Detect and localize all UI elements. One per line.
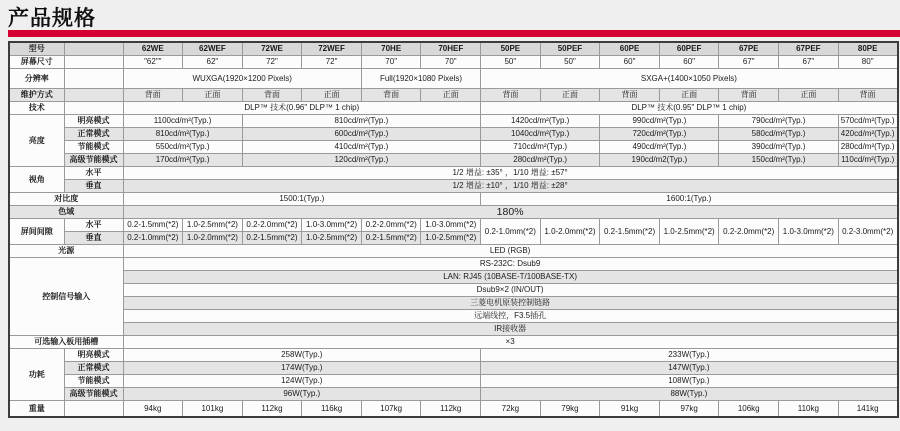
spec-cell: 67PE	[719, 42, 779, 56]
spec-cell: 1.0-3.0mm(*2)	[421, 219, 481, 232]
row-label: 功耗	[9, 349, 64, 401]
spec-cell: 67"	[719, 56, 779, 69]
spec-cell: 107kg	[361, 401, 421, 418]
spec-cell: 60"	[600, 56, 660, 69]
row-label: 视角	[9, 167, 64, 193]
table-row	[9, 284, 898, 297]
spec-cell: 正面	[540, 89, 600, 102]
spec-cell: 420cd/m²(Typ.)	[838, 128, 898, 141]
spec-cell: 1600:1(Typ.)	[481, 193, 898, 206]
spec-cell: 116kg	[302, 401, 362, 418]
spec-cell: 141kg	[838, 401, 898, 418]
spec-cell: 远端线控，F3.5插孔	[123, 310, 898, 323]
spec-cell: 112kg	[242, 401, 302, 418]
spec-cell: 0.2-1.0mm(*2)	[481, 219, 541, 245]
spec-cell: IR接收器	[123, 323, 898, 336]
spec-cell: 120cd/m²(Typ.)	[242, 154, 480, 167]
table-row	[9, 258, 898, 271]
spec-cell: 1040cd/m²(Typ.)	[481, 128, 600, 141]
spec-cell: Full(1920×1080 Pixels)	[361, 69, 480, 89]
table-row	[9, 323, 898, 336]
spec-cell: 110cd/m²(Typ.)	[838, 154, 898, 167]
table-row	[9, 245, 898, 258]
spec-cell: 1.0-2.0mm(*2)	[183, 232, 243, 245]
spec-cell: 1/2 增益: ±35° ，1/10 增益: ±57°	[123, 167, 898, 180]
spec-cell: 0.2-3.0mm(*2)	[838, 219, 898, 245]
table-row	[9, 375, 898, 388]
spec-cell: 正面	[183, 89, 243, 102]
spec-cell: 101kg	[183, 401, 243, 418]
spec-cell: 570cd/m²(Typ.)	[838, 115, 898, 128]
spec-cell: 720cd/m²(Typ.)	[600, 128, 719, 141]
table-row	[9, 89, 898, 102]
spec-cell: 0.2-2.0mm(*2)	[242, 219, 302, 232]
spec-cell: 0.2-1.0mm(*2)	[123, 232, 183, 245]
spec-cell: 112kg	[421, 401, 481, 418]
spec-cell: 72"	[302, 56, 362, 69]
row-label: 重量	[9, 401, 64, 418]
row-sublabel	[64, 42, 123, 56]
table-row	[9, 388, 898, 401]
table-row	[9, 115, 898, 128]
spec-cell: 67"	[779, 56, 839, 69]
spec-cell: 94kg	[123, 401, 183, 418]
spec-cell: 110kg	[779, 401, 839, 418]
row-label: 控制信号输入	[9, 258, 123, 336]
spec-cell: 正面	[659, 89, 719, 102]
row-sublabel	[64, 69, 123, 89]
spec-cell: DLP™ 技术(0.95" DLP™ 1 chip)	[481, 102, 898, 115]
spec-cell: 0.2-1.5mm(*2)	[600, 219, 660, 245]
spec-cell: 72WE	[242, 42, 302, 56]
spec-cell: 背面	[838, 89, 898, 102]
spec-cell: 0.2-1.5mm(*2)	[123, 219, 183, 232]
row-sublabel: 垂直	[64, 180, 123, 193]
spec-cell: 50"	[540, 56, 600, 69]
spec-cell: 62WEF	[183, 42, 243, 56]
accent-bar	[8, 30, 900, 37]
spec-cell: 背面	[361, 89, 421, 102]
table-row	[9, 271, 898, 284]
spec-cell: 60PEF	[659, 42, 719, 56]
spec-cell: 810cd/m²(Typ.)	[242, 115, 480, 128]
spec-cell: 正面	[779, 89, 839, 102]
spec-cell: 72"	[242, 56, 302, 69]
row-sublabel	[64, 89, 123, 102]
row-label: 型号	[9, 42, 64, 56]
row-label: 对比度	[9, 193, 123, 206]
table-row	[9, 297, 898, 310]
spec-cell: 190cd/m2(Typ.)	[600, 154, 719, 167]
spec-cell: 50PEF	[540, 42, 600, 56]
spec-cell: 147W(Typ.)	[481, 362, 898, 375]
table-row	[9, 401, 898, 418]
spec-cell: 990cd/m²(Typ.)	[600, 115, 719, 128]
row-sublabel: 正常模式	[64, 362, 123, 375]
spec-cell: 0.2-2.0mm(*2)	[719, 219, 779, 245]
table-row	[9, 193, 898, 206]
spec-cell: 三菱电机原装控制链路	[123, 297, 898, 310]
row-sublabel: 高级节能模式	[64, 388, 123, 401]
row-label: 技术	[9, 102, 64, 115]
spec-cell: 97kg	[659, 401, 719, 418]
spec-cell: 600cd/m²(Typ.)	[242, 128, 480, 141]
spec-cell: 1500:1(Typ.)	[123, 193, 481, 206]
row-sublabel: 垂直	[64, 232, 123, 245]
spec-cell: 背面	[719, 89, 779, 102]
row-sublabel: 水平	[64, 167, 123, 180]
spec-cell: 710cd/m²(Typ.)	[481, 141, 600, 154]
spec-cell: 79kg	[540, 401, 600, 418]
spec-cell: 67PEF	[779, 42, 839, 56]
row-sublabel	[64, 56, 123, 69]
spec-table-body	[9, 42, 898, 417]
spec-cell: 1.0-2.5mm(*2)	[183, 219, 243, 232]
spec-cell: LAN: RJ45 (10BASE-T/100BASE-TX)	[123, 271, 898, 284]
spec-cell: 1.0-2.0mm(*2)	[540, 219, 600, 245]
spec-cell: 1.0-2.5mm(*2)	[659, 219, 719, 245]
spec-cell: 106kg	[719, 401, 779, 418]
spec-cell: 60PE	[600, 42, 660, 56]
row-label: 屏幕尺寸	[9, 56, 64, 69]
table-row	[9, 349, 898, 362]
product-spec-table	[8, 41, 899, 418]
spec-cell: 0.2-1.5mm(*2)	[361, 232, 421, 245]
spec-cell: 72kg	[481, 401, 541, 418]
spec-cell: 0.2-2.0mm(*2)	[361, 219, 421, 232]
spec-cell: 258W(Typ.)	[123, 349, 481, 362]
spec-cell: LED (RGB)	[123, 245, 898, 258]
spec-cell: 正面	[421, 89, 481, 102]
page-title: 产品规格	[8, 7, 96, 30]
spec-cell: 70HEF	[421, 42, 481, 56]
table-row	[9, 219, 898, 232]
spec-cell: 88W(Typ.)	[481, 388, 898, 401]
spec-cell: 0.2-1.5mm(*2)	[242, 232, 302, 245]
spec-cell: 50PE	[481, 42, 541, 56]
row-label: 色域	[9, 206, 123, 219]
spec-cell: 70HE	[361, 42, 421, 56]
spec-cell: 280cd/m²(Typ.)	[838, 141, 898, 154]
row-label: 屏间间隙	[9, 219, 64, 245]
table-row	[9, 310, 898, 323]
row-sublabel: 节能模式	[64, 141, 123, 154]
spec-cell: SXGA+(1400×1050 Pixels)	[481, 69, 898, 89]
table-row	[9, 167, 898, 180]
spec-cell: 80"	[838, 56, 898, 69]
spec-cell: 174W(Typ.)	[123, 362, 481, 375]
table-row	[9, 102, 898, 115]
spec-cell: 1.0-3.0mm(*2)	[302, 219, 362, 232]
spec-cell: 410cd/m²(Typ.)	[242, 141, 480, 154]
spec-cell: 108W(Typ.)	[481, 375, 898, 388]
spec-cell: 62"	[183, 56, 243, 69]
row-sublabel: 水平	[64, 219, 123, 232]
row-sublabel: 正常模式	[64, 128, 123, 141]
spec-cell: 72WEF	[302, 42, 362, 56]
spec-cell: 1.0-3.0mm(*2)	[779, 219, 839, 245]
spec-cell: WUXGA(1920×1200 Pixels)	[123, 69, 361, 89]
table-row	[9, 362, 898, 375]
table-row	[9, 336, 898, 349]
spec-cell: 790cd/m²(Typ.)	[719, 115, 838, 128]
spec-cell: 背面	[481, 89, 541, 102]
spec-cell: 390cd/m²(Typ.)	[719, 141, 838, 154]
spec-cell: 1.0-2.5mm(*2)	[421, 232, 481, 245]
spec-cell: 1100cd/m²(Typ.)	[123, 115, 242, 128]
spec-cell: 背面	[123, 89, 183, 102]
spec-cell: 60"	[659, 56, 719, 69]
spec-cell: 正面	[302, 89, 362, 102]
spec-cell: 233W(Typ.)	[481, 349, 898, 362]
spec-cell: 91kg	[600, 401, 660, 418]
row-sublabel	[64, 102, 123, 115]
spec-cell: Dsub9×2 (IN/OUT)	[123, 284, 898, 297]
table-row	[9, 141, 898, 154]
row-sublabel: 明亮模式	[64, 349, 123, 362]
spec-cell: 背面	[242, 89, 302, 102]
table-row	[9, 154, 898, 167]
row-label: 维护方式	[9, 89, 64, 102]
spec-cell: 280cd/m²(Typ.)	[481, 154, 600, 167]
row-sublabel: 高级节能模式	[64, 154, 123, 167]
spec-cell: 50"	[481, 56, 541, 69]
spec-cell: 550cd/m²(Typ.)	[123, 141, 242, 154]
spec-cell: 170cd/m²(Typ.)	[123, 154, 242, 167]
row-sublabel: 明亮模式	[64, 115, 123, 128]
spec-cell: 70"	[361, 56, 421, 69]
table-row	[9, 42, 898, 56]
table-row	[9, 128, 898, 141]
spec-cell: RS-232C: Dsub9	[123, 258, 898, 271]
spec-cell: 124W(Typ.)	[123, 375, 481, 388]
spec-cell: 背面	[600, 89, 660, 102]
spec-cell: 1420cd/m²(Typ.)	[481, 115, 600, 128]
spec-cell: 70"	[421, 56, 481, 69]
spec-cell: 810cd/m²(Typ.)	[123, 128, 242, 141]
spec-cell: 180%	[123, 206, 898, 219]
row-sublabel: 节能模式	[64, 375, 123, 388]
spec-cell: 1.0-2.5mm(*2)	[302, 232, 362, 245]
row-label: 分辨率	[9, 69, 64, 89]
row-label: 亮度	[9, 115, 64, 167]
row-label: 可选输入板用插槽	[9, 336, 123, 349]
spec-cell: "62""	[123, 56, 183, 69]
table-row	[9, 69, 898, 89]
spec-cell: 80PE	[838, 42, 898, 56]
spec-cell: 150cd/m²(Typ.)	[719, 154, 838, 167]
spec-cell: 62WE	[123, 42, 183, 56]
table-row	[9, 206, 898, 219]
table-row	[9, 180, 898, 193]
spec-cell: 1/2 增益: ±10° ，1/10 增益: ±28°	[123, 180, 898, 193]
row-label: 光源	[9, 245, 123, 258]
spec-cell: 580cd/m²(Typ.)	[719, 128, 838, 141]
table-row	[9, 56, 898, 69]
spec-cell: DLP™ 技术(0.96" DLP™ 1 chip)	[123, 102, 481, 115]
row-sublabel	[64, 401, 123, 418]
spec-cell: 490cd/m²(Typ.)	[600, 141, 719, 154]
spec-cell: ×3	[123, 336, 898, 349]
spec-cell: 96W(Typ.)	[123, 388, 481, 401]
